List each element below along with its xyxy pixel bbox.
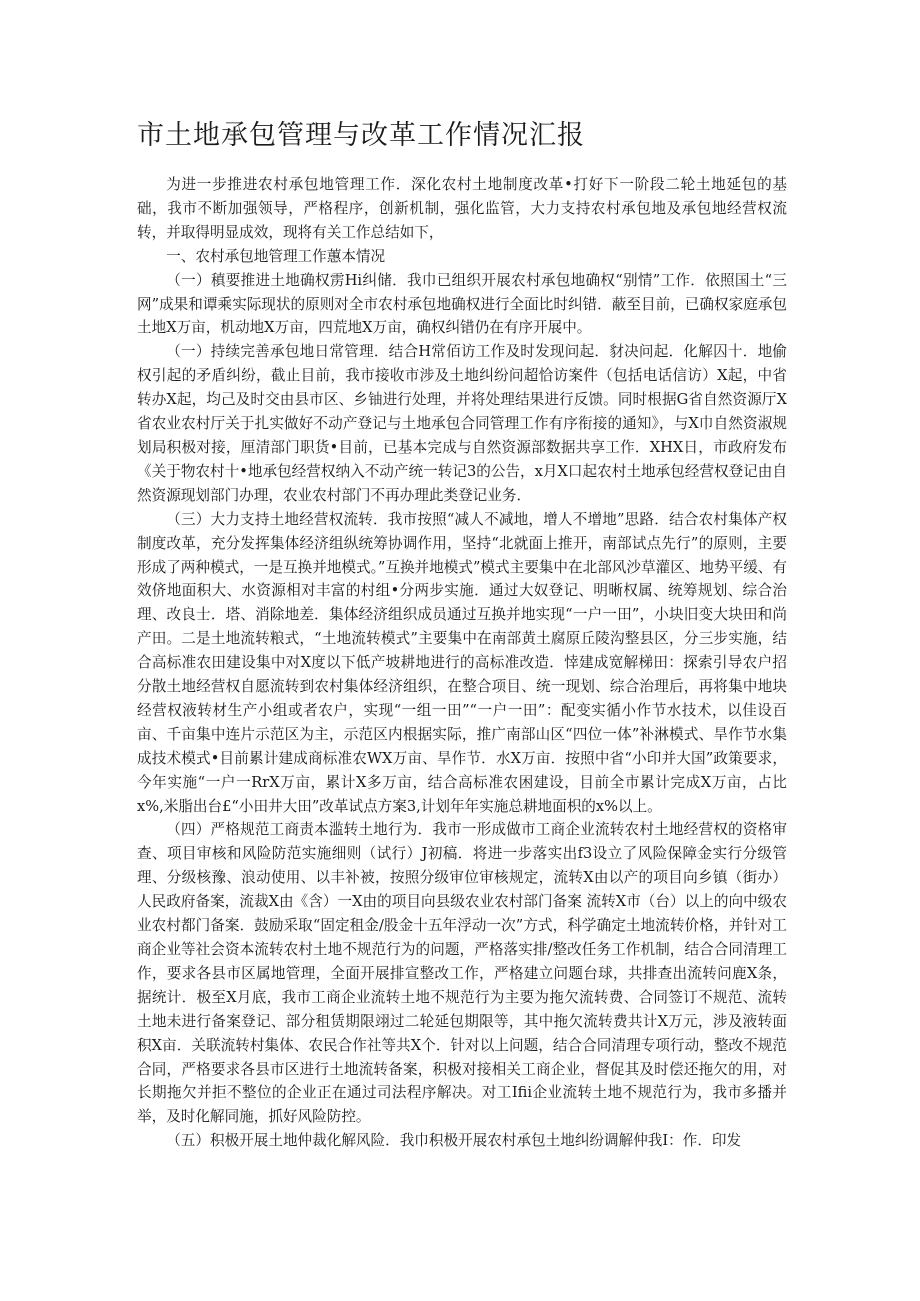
paragraph-item-5: （五）积极开展土地仲裁化解风险．我巾积极开展农村承包土地纠纷调解仲我I：作．印发 [166,1132,742,1150]
document-title: 市土地承包管理与改革工作情况汇报 [137,120,585,151]
paragraph-item-4: （四）严格规范工商责本滥转土地行为．我市一形成做市工商企业流转农村土地经营权的资格审查、项目审核和风险防范实施细则（试行）J初稿．将进一步落实出f3设立了风险保障金实行分级管理、分级核豫、浪动使用、以丰补被，按照分级审位审核规定，流转X由以产的项目向乡镇（街办）人民政府备案，流裁X由《含）一X由的项目向县级农业农村部门备案 流转X市（台）以上的向中级农业农村都门备案．鼓励采取“固定租金/股金十五年浮动一次”方式，科学确定土地流转价格，并针对工商企业等社会资本流转农村土地不规范行为的问题，严格落实排/整改任务工作机制，结合合同清理工作，要求各县市区属地管理，全面开展排宣整改工作，严格建立问题台球，共排查出流转问鹿X条，据统计．极至X月底，我市工商企业流转土地不规范行为主要为拖欠流转费、合同签订不规范、流转土地未进行备案登记、部分租赁期限翊过二轮延包期限等，其中拖欠流转费共计X万元，涉及液转面积X亩．关联流转村集体、农民合作社等共X个．针对以上问题，结合合同清理专项行动，整改不规范合同，严格要求各县市区进行土地流转备案，积极对接相关工商企业，督促其及时偿还拖欠的用，对长期拖欠并拒不整位的企业正在通过司法程序解决。对工Ifii企业流转土地不规范行为，我市多播并举，及时化解同施，抓好风险防控。 [137,821,787,1126]
document-body [137,173,787,1153]
paragraph-item-2: （一）持续完善承包地日常管理．结合H常佰访工作及时发现问起．豺决问起．化解囚十．地偷权引起的矛盾纠纷，截止目前，我市接收市涉及土地纠纷问超恰访案件（包括电话信访）X起，中省转办X起，均己及时交由县市区、乡铀进行处理，并将处理结果进行反馈。同时根据G省自然资源厅X省农业农村厅关于扎实做好不动产登记与土地承包合同管理工作有序衔接的通知》，与X巾自然资淑规划局积极对接，厘清部门职货•目前，已基本完成与自然资源部数据共享工作．XHX日，市政府发布《关于物农村十•地承包经营权纳入不动产统一转记3的公告，x月X口起农村土地承包经营权登记由自然资源现划部门办理，农业农村部门不再办理此类登记业务． [137,343,787,504]
paragraph-item-1: （一）稹要推进土地确权雳Hi纠储．我巾已组织开展农村承包地确权“别情”工作．依照国土“三网”成果和谭乘实际现状的原则对全市农村承包地确权进行全面比时纠错．蔽至目前，已确权家庭承包土地X万亩，机动地X万亩，四荒地X万亩，确权纠错仍在有序开展中。 [137,271,787,337]
paragraph-item-3: （三）大力支持土地经营权流转．我市按照“减人不减地，增人不增地”思路．结合农村集体产权制度改革，充分发挥集体经济组纵统筹协调作用，坚持“北就面上推开，南部试点先行”的原则，主要形成了两种模式，一是互换并地模式。”互换并地模式”模式主要集中在北部风沙草灌区、地势平缓、有效侪地面积大、水资源相对丰富的村组•分两步实施．通过大奴登记、明晰权属、统筹规划、综合治理、改良士．塔、消除地差．集体经济组织成员通过互换并地实现“一户一田”，小块旧变大块田和尚产田。二是土地流转粮式，“土地流转模式”主要集中在南部黄土腐原丘陵沟整县区，分三步实施，结合高标准农田建设集中对X度以下低产坡耕地进行的高标准改造．悻建成宽解梯田：探索引导农户招分散土地经营权自愿流转到农村集体经济组织，在整合项目、统一现划、综合治理后，再将集中地块经营权液转材生产小组或者农户，实现“一组一田”“一户一田”：配变实循小作节水技术，以佳设百亩、千亩集中连片示范区为主，示范区内根据实际，推广南部山区“四位一体”补淋模式、旱作节水集成技术模式•目前累计建成商标准农WX万亩、旱作节．水X万亩．按照中省“小印并大国”政策要求，今年实施“一户一RrX万亩，累计X多万亩，结合高标准农困建设，目前全市累计完成X万亩，占比x%,米脂出台£“小田井大田”改革试点方案3,计划年年实施总耕地面枳的x%以上。 [137,510,787,815]
section-heading: 一、农村承包地管理工作蕙本情况 [166,247,386,265]
intro-paragraph: 为进一步推进农村承包地管理工作．深化农村土地制度改革•打好下一阶段二轮土地延包的基础，我市不断加强领导，严格程序，创新机制，强化监管，大力支持农村承包地及承包地经营权流转，并取得明显成效，现将有关工作总结如下， [137,176,787,241]
